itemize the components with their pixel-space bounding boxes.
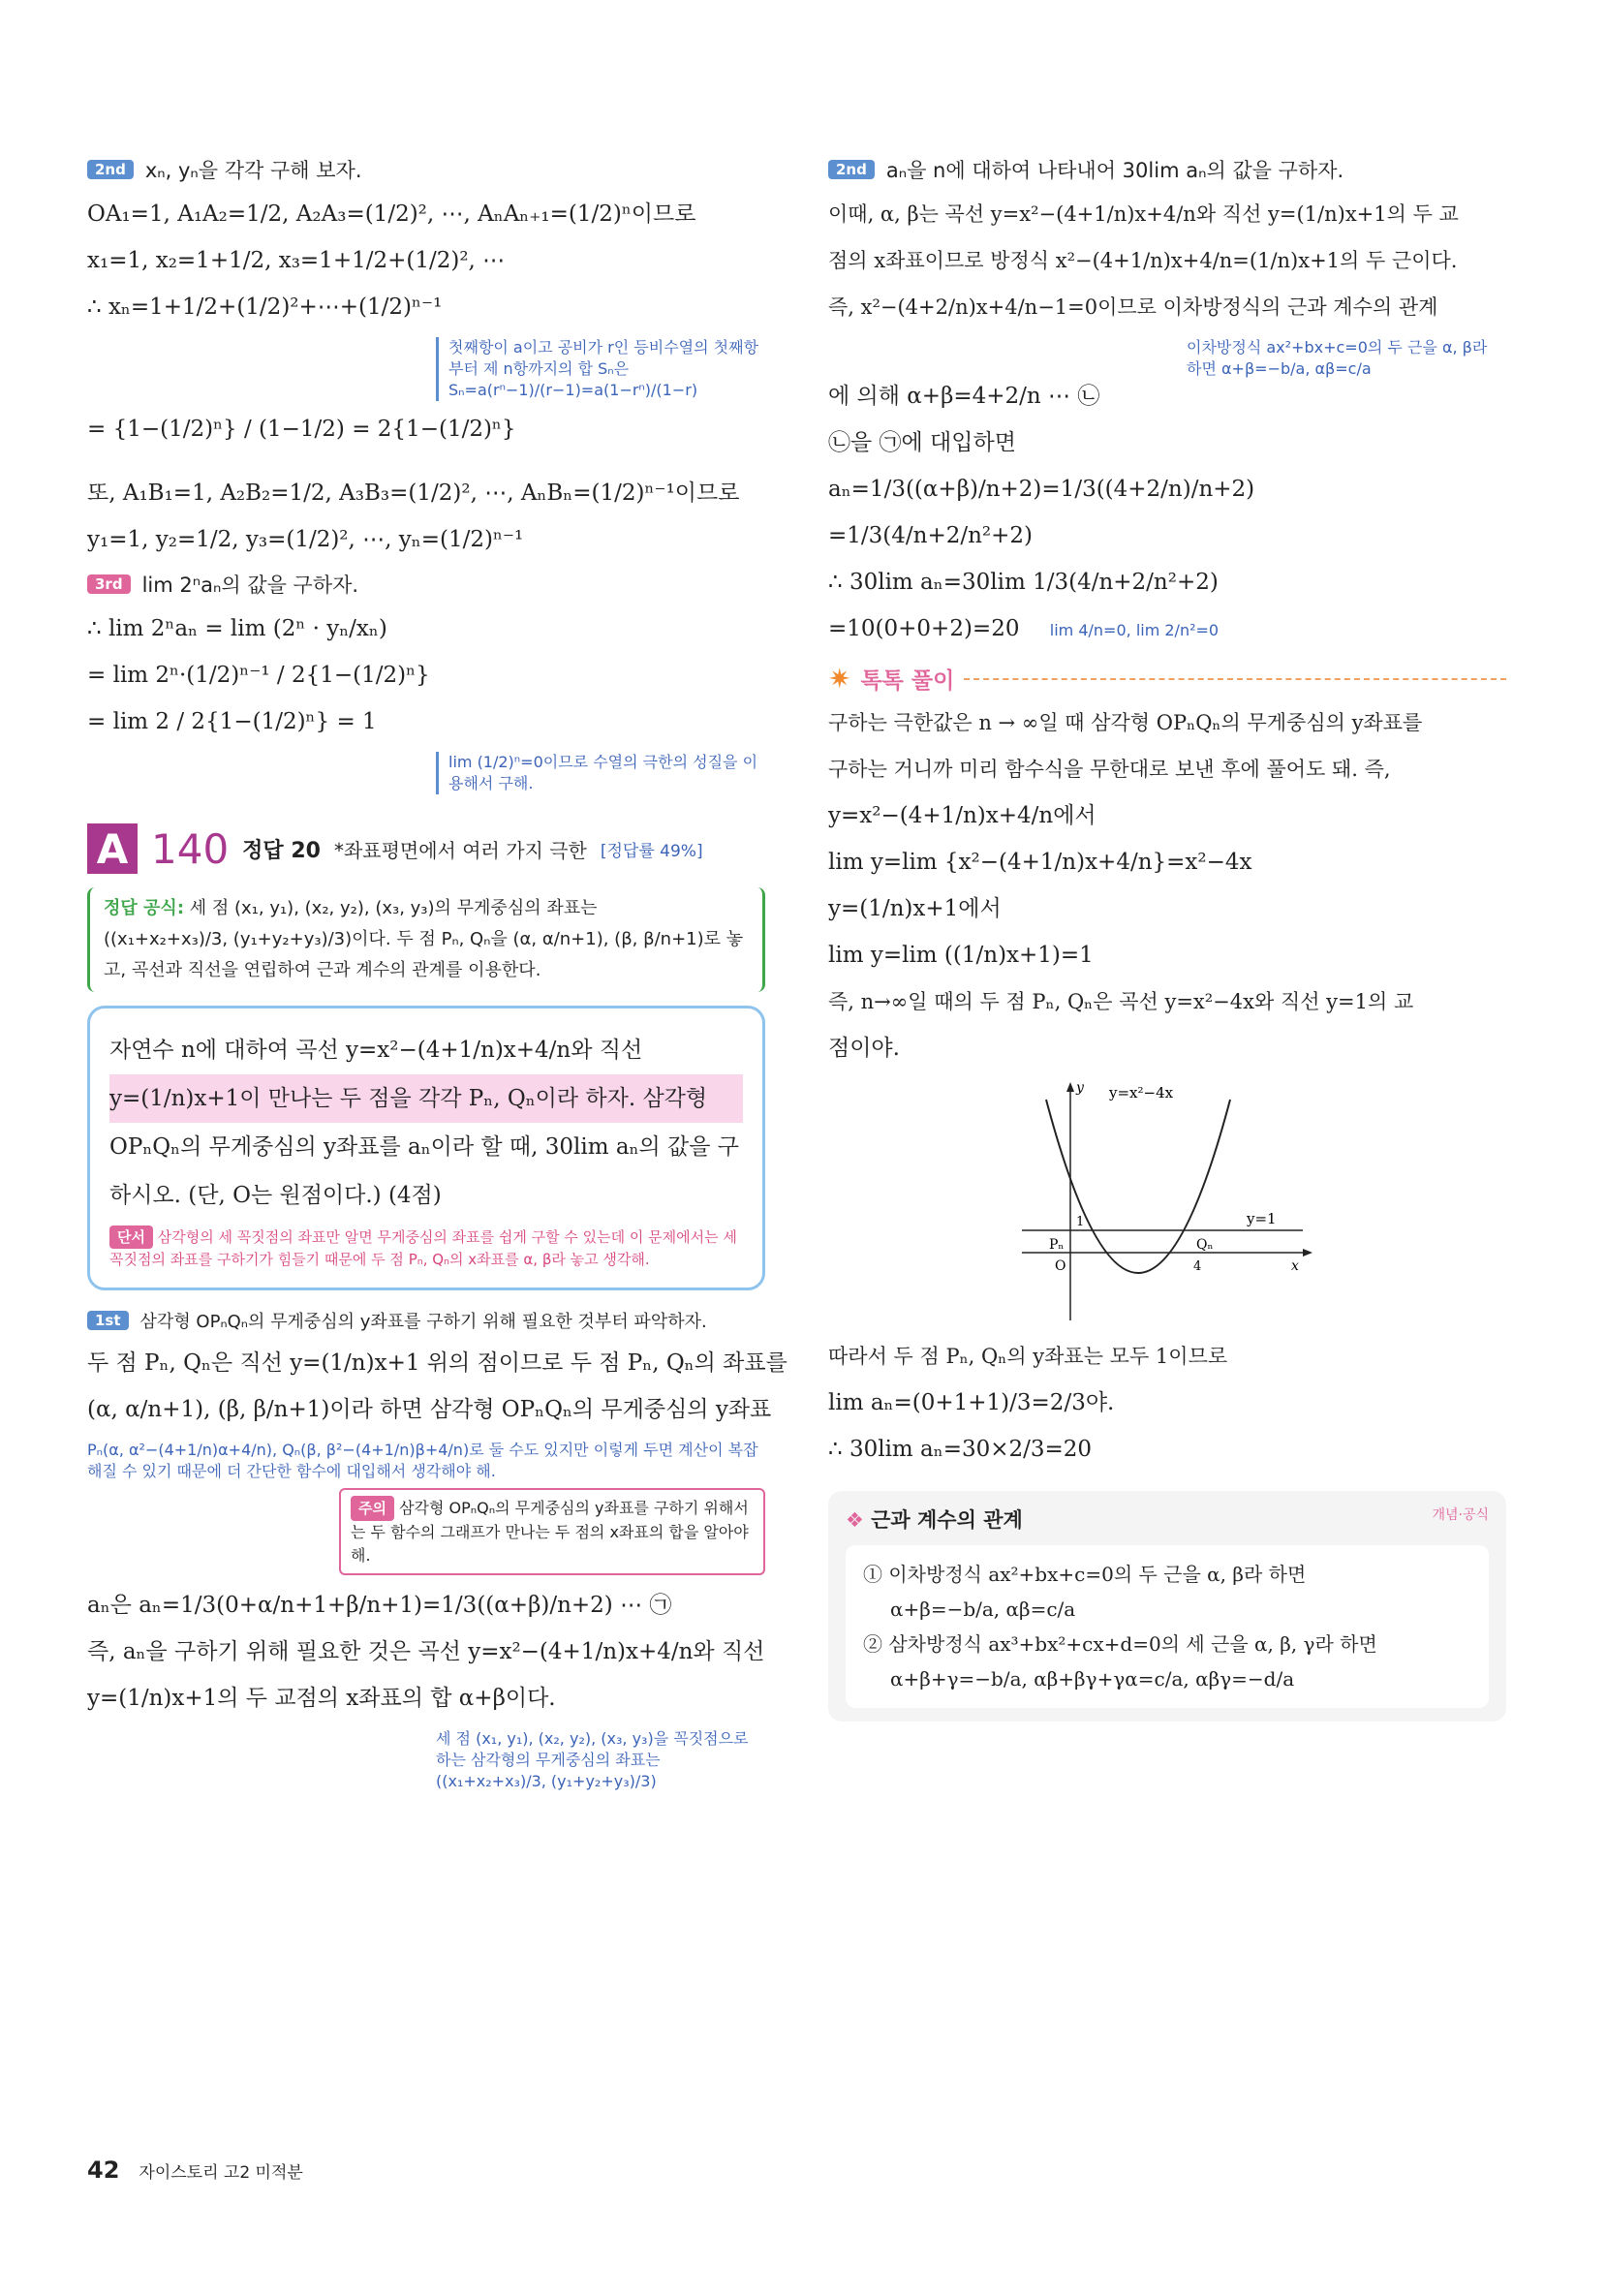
centroid-note: 세 점 (x₁, y₁), (x₂, y₂), (x₃, y₃)을 꼭짓점으로 하는 삼각형의 무게중심의 좌표는 ((x₁+x₂+x₃)/3, (y₁+y₂+y₃)/3) xyxy=(436,1729,749,1790)
limit-zero-note: lim 4/n=0, lim 2/n²=0 xyxy=(1049,621,1220,639)
topic-label: *좌표평면에서 여러 가지 극한 xyxy=(333,838,587,862)
caution-text: 삼각형 OPₙQₙ의 무게중심의 y좌표를 구하기 위해서는 두 함수의 그래프가 만나는 두 점의 x좌표의 합을 알아야 해. xyxy=(351,1499,749,1565)
equation-line: y=(1/n)x+1의 두 교점의 x좌표의 합 α+β이다. xyxy=(87,1686,556,1711)
equation-line: lim aₙ=(0+1+1)/3=2/3야. xyxy=(828,1390,1115,1415)
problem-line: 하시오. (단, O는 원점이다.) (4점) xyxy=(109,1183,442,1208)
concept-header xyxy=(846,1505,1489,1534)
problem-number: 140 xyxy=(151,824,230,873)
hint-text: 삼각형의 세 꼭짓점의 좌표만 알면 무게중심의 좌표를 쉽게 구할 수 있는데 이 문제에서는 세 꼭짓점의 좌표를 구하기가 힘들기 때문에 두 점 Pₙ, Qₙ의 x좌표를 α, β라 놓고 생각해. xyxy=(109,1228,737,1268)
equation-line: 즉, x²−(4+2/n)x+4/n−1=0이므로 이차방정식의 근과 계수의 관계 xyxy=(828,295,1438,319)
step-2nd xyxy=(828,155,1506,184)
concept-item: α+β=−b/a, αβ=c/a xyxy=(890,1598,1076,1621)
equation-line: 구하는 거니까 미리 함수식을 무한대로 보낸 후에 풀어도 돼. 즉, xyxy=(828,758,1391,781)
correct-rate: [정답률 49%] xyxy=(600,841,703,861)
equation-line: y₁=1, y₂=1/2, y₃=(1/2)², ⋯, yₙ=(1/2)ⁿ⁻¹ xyxy=(87,527,524,552)
problem-header xyxy=(87,823,765,874)
equation-line: aₙ=1/3((α+β)/n+2)=1/3((4+2/n)/n+2) xyxy=(828,477,1255,502)
equation-line: lim y=lim {x²−(4+1/n)x+4/n}=x²−4x xyxy=(828,850,1252,875)
concept-title-text: 근과 계수의 관계 xyxy=(871,1508,1023,1532)
tick-1-label: 1 xyxy=(1076,1215,1085,1229)
step-tag: 2nd xyxy=(828,160,875,179)
formula-text: 고, 곡선과 직선을 연립하여 근과 계수의 관계를 이용한다. xyxy=(104,960,541,980)
answer-formula-box xyxy=(87,887,765,992)
sparkle-icon: ✷ xyxy=(828,663,851,695)
step-tag: 1st xyxy=(87,1311,129,1330)
problem-box xyxy=(87,1006,765,1290)
page-number: 42 xyxy=(87,2156,120,2184)
concept-item: ② 삼차방정식 ax³+bx²+cx+d=0의 세 근을 α, β, γ라 하면 xyxy=(863,1632,1377,1656)
limit-note xyxy=(436,752,765,794)
p-label: Pₙ xyxy=(1049,1237,1065,1253)
formula-text: 세 점 (x₁, y₁), (x₂, y₂), (x₃, y₃)의 무게중심의 좌표는 xyxy=(189,898,598,918)
book-title: 자이스토리 고2 미적분 xyxy=(139,2163,303,2183)
step-tag: 2nd xyxy=(87,160,134,179)
parabola-graph xyxy=(1012,1078,1322,1330)
equation-line: =1/3(4/n+2/n²+2) xyxy=(828,523,1034,548)
origin-label: O xyxy=(1055,1258,1066,1274)
problem-line: y=(1/n)x+1이 만나는 두 점을 각각 Pₙ, Qₙ이라 하자. 삼각형 xyxy=(109,1074,743,1123)
equation-line: (α, α/n+1), (β, β/n+1)이라 하면 삼각형 OPₙQₙ의 무게중심의 y좌표 xyxy=(87,1397,772,1422)
equation-line: 점이야. xyxy=(828,1036,900,1061)
formula-text: ((x₁+x₂+x₃)/3, (y₁+y₂+y₃)/3)이다. 두 점 Pₙ, Qₙ을 (α, α/n+1), (β, β/n+1)로 놓 xyxy=(104,929,744,949)
equation-line: OA₁=1, A₁A₂=1/2, A₂A₃=(1/2)², ⋯, AₙAₙ₊₁=(1/2)ⁿ이므로 xyxy=(87,202,696,227)
concept-category: 개념·공식 xyxy=(1432,1507,1489,1523)
note-text: 첫째항이 a이고 공비가 r인 등비수열의 첫째항부터 제 n항까지의 합 Sₙ은 Sₙ=a(rⁿ−1)/(r−1)=a(1−rⁿ)/(1−r) xyxy=(448,338,759,399)
equation-line: ∴ 30lim aₙ=30×2/3=20 xyxy=(828,1437,1093,1462)
problem-line: OPₙQₙ의 무게중심의 y좌표를 aₙ이라 할 때, 30lim aₙ의 값을 구 xyxy=(109,1134,740,1160)
tip-title: 톡톡 풀이 xyxy=(860,668,955,694)
equation-line: ∴ xₙ=1+1/2+(1/2)²+⋯+(1/2)ⁿ⁻¹ xyxy=(87,295,443,320)
equation-line: 구하는 극한값은 n → ∞일 때 삼각형 OPₙQₙ의 무게중심의 y좌표를 xyxy=(828,711,1423,734)
equation-line: 점의 x좌표이므로 방정식 x²−(4+1/n)x+4/n=(1/n)x+1의 두 근이다. xyxy=(828,249,1458,272)
step-tag: 3rd xyxy=(87,574,131,594)
hint-tag: 단서 xyxy=(109,1226,153,1249)
caution-box xyxy=(339,1488,765,1575)
note-text: lim (1/2)ⁿ=0이므로 수열의 극한의 성질을 이용해서 구해. xyxy=(448,753,758,792)
concept-title xyxy=(846,1505,1023,1534)
equation-line: = {1−(1/2)ⁿ} / (1−1/2) = 2{1−(1/2)ⁿ} xyxy=(87,417,516,442)
vieta-note: 이차방정식 ax²+bx+c=0의 두 근을 α, β라 하면 α+β=−b/a, αβ=c/a xyxy=(1187,338,1488,378)
equation-line: 에 의해 α+β=4+2/n ⋯ ㉡ xyxy=(828,384,1100,409)
step-text: lim 2ⁿaₙ의 값을 구하자. xyxy=(141,574,359,597)
equation-line: ∴ lim 2ⁿaₙ = lim (2ⁿ · yₙ/xₙ) xyxy=(87,616,387,641)
left-column xyxy=(87,145,788,1792)
equation-line: 또, A₁B₁=1, A₂B₂=1/2, A₃B₃=(1/2)², ⋯, AₙBₙ=(1/2)ⁿ⁻¹이므로 xyxy=(87,481,740,506)
equation-line: 즉, aₙ을 구하기 위해 필요한 것은 곡선 y=x²−(4+1/n)x+4/n와 직선 xyxy=(87,1639,765,1664)
step-3rd xyxy=(87,570,765,599)
equation-line: x₁=1, x₂=1+1/2, x₃=1+1/2+(1/2)², ⋯ xyxy=(87,248,506,273)
equation-line: ∴ 30lim aₙ=30lim 1/3(4/n+2/n²+2) xyxy=(828,570,1219,595)
equation-line: aₙ은 aₙ=1/3(0+α/n+1+β/n+1)=1/3((α+β)/n+2) ⋯ ㉠ xyxy=(87,1593,672,1618)
y-axis-arrow xyxy=(1066,1082,1074,1092)
concept-item: ① 이차방정식 ax²+bx+c=0의 두 근을 α, β라 하면 xyxy=(863,1563,1307,1586)
step-2nd xyxy=(87,155,765,184)
concept-item: α+β+γ=−b/a, αβ+βγ+γα=c/a, αβγ=−d/a xyxy=(890,1667,1295,1691)
pq-note: Pₙ(α, α²−(4+1/n)α+4/n), Qₙ(β, β²−(4+1/n)β+4/n)로 둘 수도 있지만 이렇게 두면 계산이 복잡해질 수 있기 때문에 더 간단한 함수에 대입해서 생각해야 해. xyxy=(87,1441,758,1480)
hint xyxy=(109,1226,743,1270)
step-text: xₙ, yₙ을 각각 구해 보자. xyxy=(144,159,362,182)
equation-line: = lim 2ⁿ·(1/2)ⁿ⁻¹ / 2{1−(1/2)ⁿ} xyxy=(87,663,430,688)
equation-line: = lim 2 / 2{1−(1/2)ⁿ} = 1 xyxy=(87,709,377,734)
step-text: aₙ을 n에 대하여 나타내어 30lim aₙ의 값을 구하자. xyxy=(885,159,1344,182)
tick-4-label: 4 xyxy=(1193,1259,1202,1274)
equation-line: 이때, α, β는 곡선 y=x²−(4+1/n)x+4/n와 직선 y=(1/n)x+1의 두 교 xyxy=(828,202,1459,226)
step-text: 삼각형 OPₙQₙ의 무게중심의 y좌표를 구하기 위해 필요한 것부터 파악하자. xyxy=(139,1312,707,1332)
equation-line: 따라서 두 점 Pₙ, Qₙ의 y좌표는 모두 1이므로 xyxy=(828,1345,1228,1368)
formula-label: 정답 공식: xyxy=(104,898,185,918)
right-column xyxy=(828,145,1506,1722)
answer-label: 정답 20 xyxy=(242,838,321,863)
step-1st xyxy=(87,1308,765,1333)
caution-tag: 주의 xyxy=(351,1496,394,1521)
q-label: Qₙ xyxy=(1196,1237,1214,1253)
equation-line: y=x²−(4+1/n)x+4/n에서 xyxy=(828,803,1096,828)
line-label: y=1 xyxy=(1247,1210,1277,1227)
tip-header xyxy=(828,663,1506,695)
equation-line: 두 점 Pₙ, Qₙ은 직선 y=(1/n)x+1 위의 점이므로 두 점 Pₙ, Qₙ의 좌표를 xyxy=(87,1350,788,1376)
x-axis-label: x xyxy=(1291,1258,1299,1274)
wave-divider xyxy=(964,678,1506,680)
concept-box xyxy=(828,1491,1506,1722)
x-axis-arrow xyxy=(1303,1249,1313,1257)
equation-text: =10(0+0+2)=20 xyxy=(828,616,1020,641)
geometric-sum-note xyxy=(436,337,765,401)
equation-line: y=(1/n)x+1에서 xyxy=(828,896,1002,921)
diamond-icon: ❖ xyxy=(846,1508,872,1532)
grade-letter: A xyxy=(87,823,138,874)
equation-line xyxy=(828,612,1506,645)
concept-content xyxy=(846,1545,1489,1708)
equation-line: 즉, n→∞일 때의 두 점 Pₙ, Qₙ은 곡선 y=x²−4x와 직선 y=1의 교 xyxy=(828,990,1414,1013)
equation-line: lim y=lim ((1/n)x+1)=1 xyxy=(828,943,1094,968)
problem-line: 자연수 n에 대하여 곡선 y=x²−(4+1/n)x+4/n와 직선 xyxy=(109,1038,643,1063)
y-axis-label: y xyxy=(1076,1080,1084,1096)
equation-line: ㉡을 ㉠에 대입하면 xyxy=(828,430,1016,455)
curve-label: y=x²−4x xyxy=(1109,1084,1174,1101)
page-footer xyxy=(87,2156,303,2184)
